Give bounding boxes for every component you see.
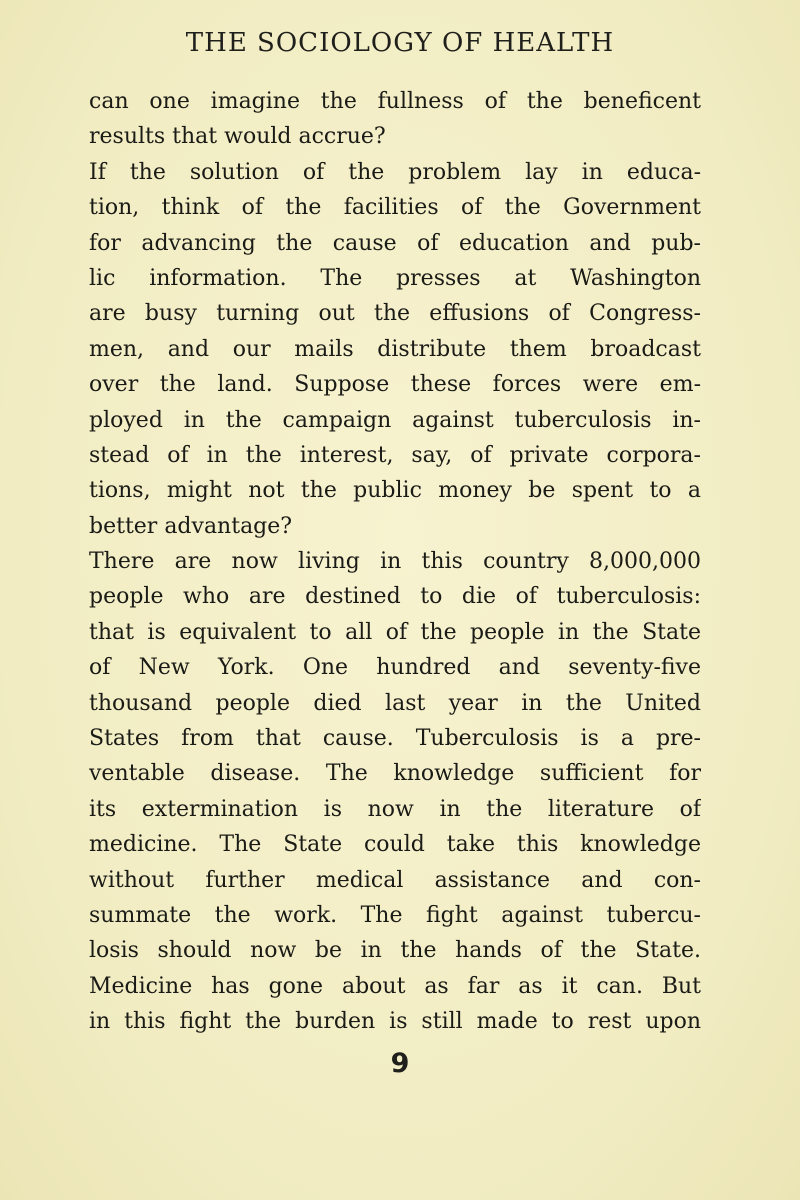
text-line: ployed in the campaign against tuberculosis in- [89, 407, 701, 433]
text-line: over the land. Suppose these forces were em- [89, 372, 701, 398]
text-line: ventable disease. The knowledge sufficient for [89, 761, 701, 787]
text-line: better advantage? [89, 513, 293, 539]
text-line: of New York. One hundred and seventy-five [89, 655, 701, 681]
text-line: for advancing the cause of education and pub- [89, 230, 701, 256]
body-text [89, 84, 701, 1040]
text-line: medicine. The State could take this knowledge [89, 832, 701, 858]
text-line: people who are destined to die of tuberculosis: [89, 584, 701, 610]
text-line: in this fight the burden is still made to rest upon [89, 1009, 701, 1035]
text-line: losis should now be in the hands of the State. [89, 938, 701, 964]
text-line: without further medical assistance and con- [89, 867, 701, 893]
text-line: Medicine has gone about as far as it can. But [89, 973, 701, 999]
text-line: its extermination is now in the literature of [89, 796, 701, 822]
text-line: lic information. The presses at Washington [89, 265, 701, 291]
text-line: are busy turning out the effusions of Congress- [89, 301, 701, 327]
text-line: that is equivalent to all of the people in the State [89, 619, 701, 645]
text-line: stead of in the interest, say, of private corpora- [89, 442, 701, 468]
text-line: thousand people died last year in the United [89, 690, 701, 716]
text-line: results that would accrue? [89, 124, 386, 150]
text-line: There are now living in this country 8,000,000 [89, 549, 701, 575]
text-line: If the solution of the problem lay in educa- [89, 159, 701, 185]
running-head: THE SOCIOLOGY OF HEALTH [185, 28, 615, 58]
text-line: summate the work. The fight against tubercu- [89, 902, 701, 928]
text-line: tions, might not the public money be spent to a [89, 478, 701, 504]
page-number: 9 [390, 1048, 410, 1079]
text-line: can one imagine the fullness of the beneficent [89, 89, 701, 114]
text-line: States from that cause. Tuberculosis is a pre- [89, 726, 701, 752]
text-line: men, and our mails distribute them broadcast [89, 336, 701, 362]
text-line: tion, think of the facilities of the Government [89, 195, 701, 221]
